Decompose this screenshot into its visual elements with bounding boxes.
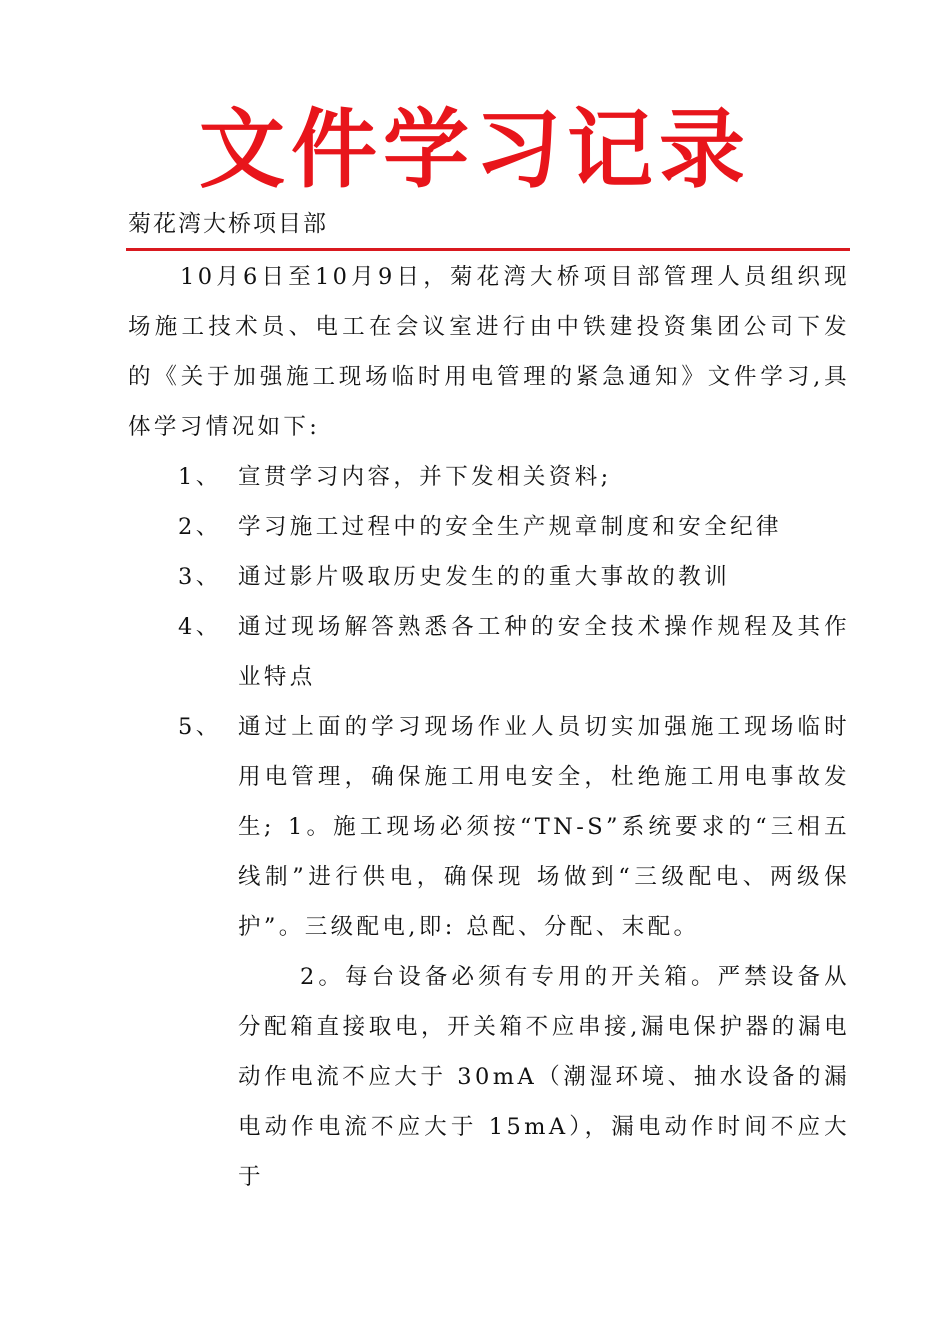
list-item-number: 2、 bbox=[178, 514, 222, 540]
list-item-number: 4、 bbox=[178, 614, 222, 640]
intro-paragraph: 10月6日至10月9日，菊花湾大桥项目部管理人员组织现场施工技术员、电工在会议室进行由中铁建投资集团公司下发的《关于加强施工现场临时用电管理的紧急通知》文件学习,具体学习情况如下: bbox=[128, 264, 850, 440]
header-divider bbox=[126, 248, 850, 251]
list-item-number: 5、 bbox=[178, 714, 222, 740]
document-title: 文件学习记录 bbox=[199, 100, 751, 200]
sub-item-paragraph: 1。施工现场必须按“TN-S”系统要求的“三相五线制”进行供电，确保现 场做到“三级配电、两级保护”。三级配电,即: 总配、分配、末配。 bbox=[238, 814, 850, 940]
list-item-number: 3、 bbox=[178, 564, 222, 590]
list-item-text: 通过影片吸取历史发生的的重大事故的教训 bbox=[238, 564, 731, 590]
list-item-text: 宣贯学习内容，并下发相关资料; bbox=[238, 464, 612, 490]
list-item-text: 学习施工过程中的安全生产规章制度和安全纪律 bbox=[238, 514, 782, 540]
list-item-number: 1、 bbox=[178, 464, 222, 490]
sub-item-paragraph: 2。每台设备必须有专用的开关箱。严禁设备从分配箱直接取电，开关箱不应串接,漏电保护器的漏电动作电流不应大于 30mA（潮湿环境、抽水设备的漏电动作电流不应大于 15mA），漏电动作时间不应大于 bbox=[238, 964, 850, 1190]
organization-name: 菊花湾大桥项目部 bbox=[128, 211, 328, 237]
list-item-text: 通过现场解答熟悉各工种的安全技术操作规程及其作业特点 bbox=[238, 614, 850, 690]
list-item-text: 通过上面的学习现场作业人员切实加强施工现场临时用电管理，确保施工用电安全，杜绝施工用电事故发生; bbox=[238, 714, 850, 840]
